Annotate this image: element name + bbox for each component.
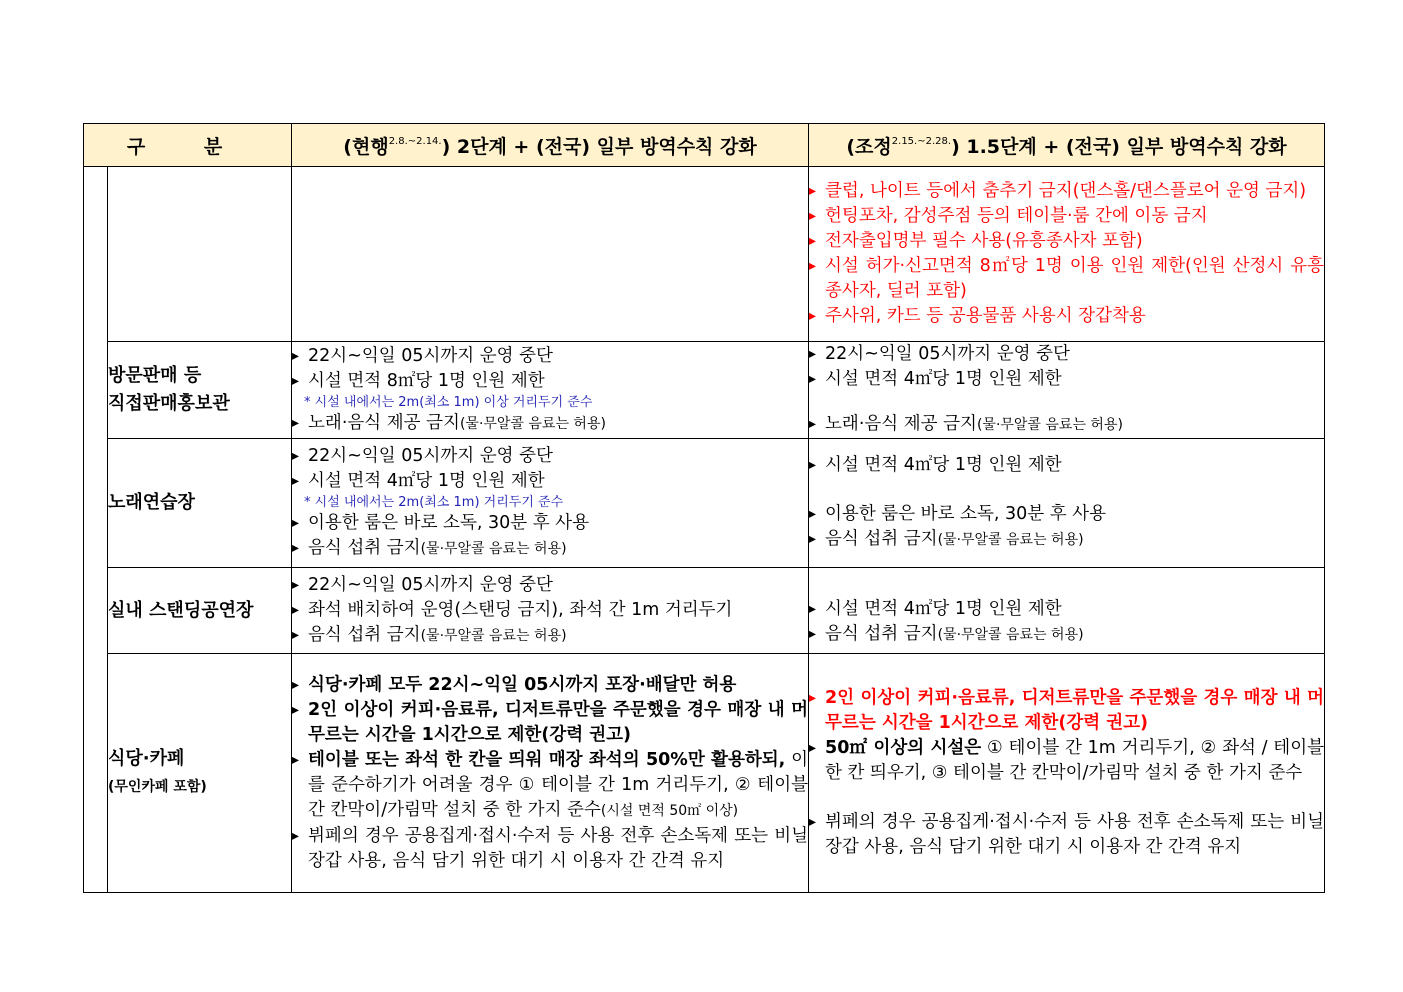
- list-item: ▸ 2인 이상이 커피·음료류, 디저트류만을 주문했을 경우 매장 내 머무르는 시간을 1시간으로 제한(강력 권고): [292, 698, 808, 748]
- list-item: ▸ 시설 면적 4㎡당 1명 인원 제한: [809, 597, 1324, 622]
- adjusted-karaoke: [809, 439, 1325, 568]
- list-item: ▸ 클럽, 나이트 등에서 춤추기 금지(댄스홀/댄스플로어 운영 금지): [809, 179, 1324, 204]
- cat-karaoke: 노래연습장: [108, 439, 292, 568]
- list-item: ▸ 뷔페의 경우 공용집게·접시·수저 등 사용 전후 손소독제 또는 비닐장갑 사용, 음식 담기 위한 대기 시 이용자 간 간격 유지: [809, 810, 1324, 860]
- list-item: ▸ 시설 면적 8㎡당 1명 인원 제한: [292, 369, 808, 394]
- list-item: ▸ 이용한 룸은 바로 소독, 30분 후 사용: [292, 511, 808, 536]
- note: * 시설 내에서는 2m(최소 1m) 이상 거리두기 준수: [304, 394, 593, 410]
- list-item: ▸ 좌석 배치하여 운영(스탠딩 금지), 좌석 간 1m 거리두기: [292, 598, 808, 623]
- row-karaoke: [84, 439, 1325, 568]
- cat-restaurant: 식당·카페 (무인카페 포함): [108, 654, 292, 893]
- list-item: ▸ 50㎡ 이상의 시설은 ① 테이블 간 1m 거리두기, ② 좌석 / 테이블 한 칸 띄우기, ③ 테이블 간 칸막이/가림막 설치 중 한 가지 준수: [809, 736, 1324, 786]
- row-door-to-door: [84, 342, 1325, 439]
- note: * 시설 내에서는 2m(최소 1m) 거리두기 준수: [304, 495, 564, 510]
- list-item: ▸ 2인 이상이 커피·음료류, 디저트류만을 주문했을 경우 매장 내 머무르는 시간을 1시간으로 제한(강력 권고): [809, 686, 1324, 736]
- list-item: ▸ 시설 허가·신고면적 8㎡당 1명 이용 인원 제한(인원 산정시 유흥종사자, 딜러 포함): [809, 254, 1324, 304]
- row-restaurant: [84, 654, 1325, 893]
- list-item: ▸ 전자출입명부 필수 사용(유흥종사자 포함): [809, 229, 1324, 254]
- list-item: ▸ 뷔페의 경우 공용집게·접시·수저 등 사용 전후 손소독제 또는 비닐장갑 사용, 음식 담기 위한 대기 시 이용자 간 간격 유지: [292, 824, 808, 874]
- list-item: ▸ 음식 섭취 금지(물·무알콜 음료는 허용): [292, 536, 808, 562]
- list-item: ▸ 22시~익일 05시까지 운영 중단: [809, 342, 1324, 367]
- adjusted-restaurant: [809, 654, 1325, 893]
- list-item: ▸ 음식 섭취 금지(물·무알콜 음료는 허용): [292, 623, 808, 649]
- adjusted-entertainment: [809, 167, 1325, 342]
- row-standing: [84, 568, 1325, 654]
- header-current-period: 2.8.~2.14.: [388, 135, 442, 147]
- cat-entertainment: [108, 167, 292, 342]
- header-row: [84, 124, 1325, 167]
- header-adjusted: (조정$^{2.15.\sim 2.28.}$) 1.5단계 + (전국) 일부 방역수칙 강화: [809, 124, 1325, 167]
- list-item: ▸ 음식 섭취 금지(물·무알콜 음료는 허용): [809, 527, 1324, 553]
- list-item: ▸ 22시~익일 05시까지 운영 중단: [292, 344, 808, 369]
- list-item: ▸ 노래·음식 제공 금지(물·무알콜 음료는 허용): [809, 412, 1324, 438]
- list-item: ▸ 22시~익일 05시까지 운영 중단: [292, 573, 808, 598]
- list-item: ▸ 주사위, 카드 등 공용물품 사용시 장갑착용: [809, 304, 1324, 329]
- list-item: ▸ 시설 면적 4㎡당 1명 인원 제한: [809, 453, 1324, 478]
- current-restaurant: [292, 654, 809, 893]
- list-item: ▸ 식당·카페 모두 22시~익일 05시까지 포장·배달만 허용: [292, 673, 808, 698]
- group-gutter: [84, 167, 108, 893]
- current-standing: [292, 568, 809, 654]
- list-item: ▸ 시설 면적 4㎡당 1명 인원 제한: [809, 367, 1324, 392]
- header-current: (현행$^{2.8.\sim 2.14.}$) 2단계 + (전국) 일부 방역수칙 강화: [292, 124, 809, 167]
- current-karaoke: [292, 439, 809, 568]
- header-adjusted-period: 2.15.~2.28.: [891, 135, 952, 147]
- list-item: ▸ 시설 면적 4㎡당 1명 인원 제한: [292, 469, 808, 494]
- cat-standing: 실내 스탠딩공연장: [108, 568, 292, 654]
- list-item: ▸ 22시~익일 05시까지 운영 중단: [292, 444, 808, 469]
- current-door-to-door: [292, 342, 809, 439]
- rules-table: [83, 123, 1325, 893]
- list-item: ▸ 테이블 또는 좌석 한 칸을 띄워 매장 좌석의 50%만 활용하되, 이를 준수하기가 어려울 경우 ① 테이블 간 1m 거리두기, ② 테이블 간 칸막이/가림막 설치 중 한 가지 준수(시설 면적 50㎡ 이상): [292, 748, 808, 824]
- cat-door-to-door: 방문판매 등 직접판매홍보관: [108, 342, 292, 439]
- list-item: ▸ 노래·음식 제공 금지(물·무알콜 음료는 허용): [292, 411, 808, 437]
- header-category: 구 분: [84, 124, 292, 167]
- list-item: ▸ 이용한 룸은 바로 소독, 30분 후 사용: [809, 502, 1324, 527]
- adjusted-door-to-door: [809, 342, 1325, 439]
- list-item: ▸ 헌팅포차, 감성주점 등의 테이블·룸 간에 이동 금지: [809, 204, 1324, 229]
- adjusted-standing: [809, 568, 1325, 654]
- current-entertainment: [292, 167, 809, 342]
- list-item: ▸ 음식 섭취 금지(물·무알콜 음료는 허용): [809, 622, 1324, 648]
- row-entertainment: [84, 167, 1325, 342]
